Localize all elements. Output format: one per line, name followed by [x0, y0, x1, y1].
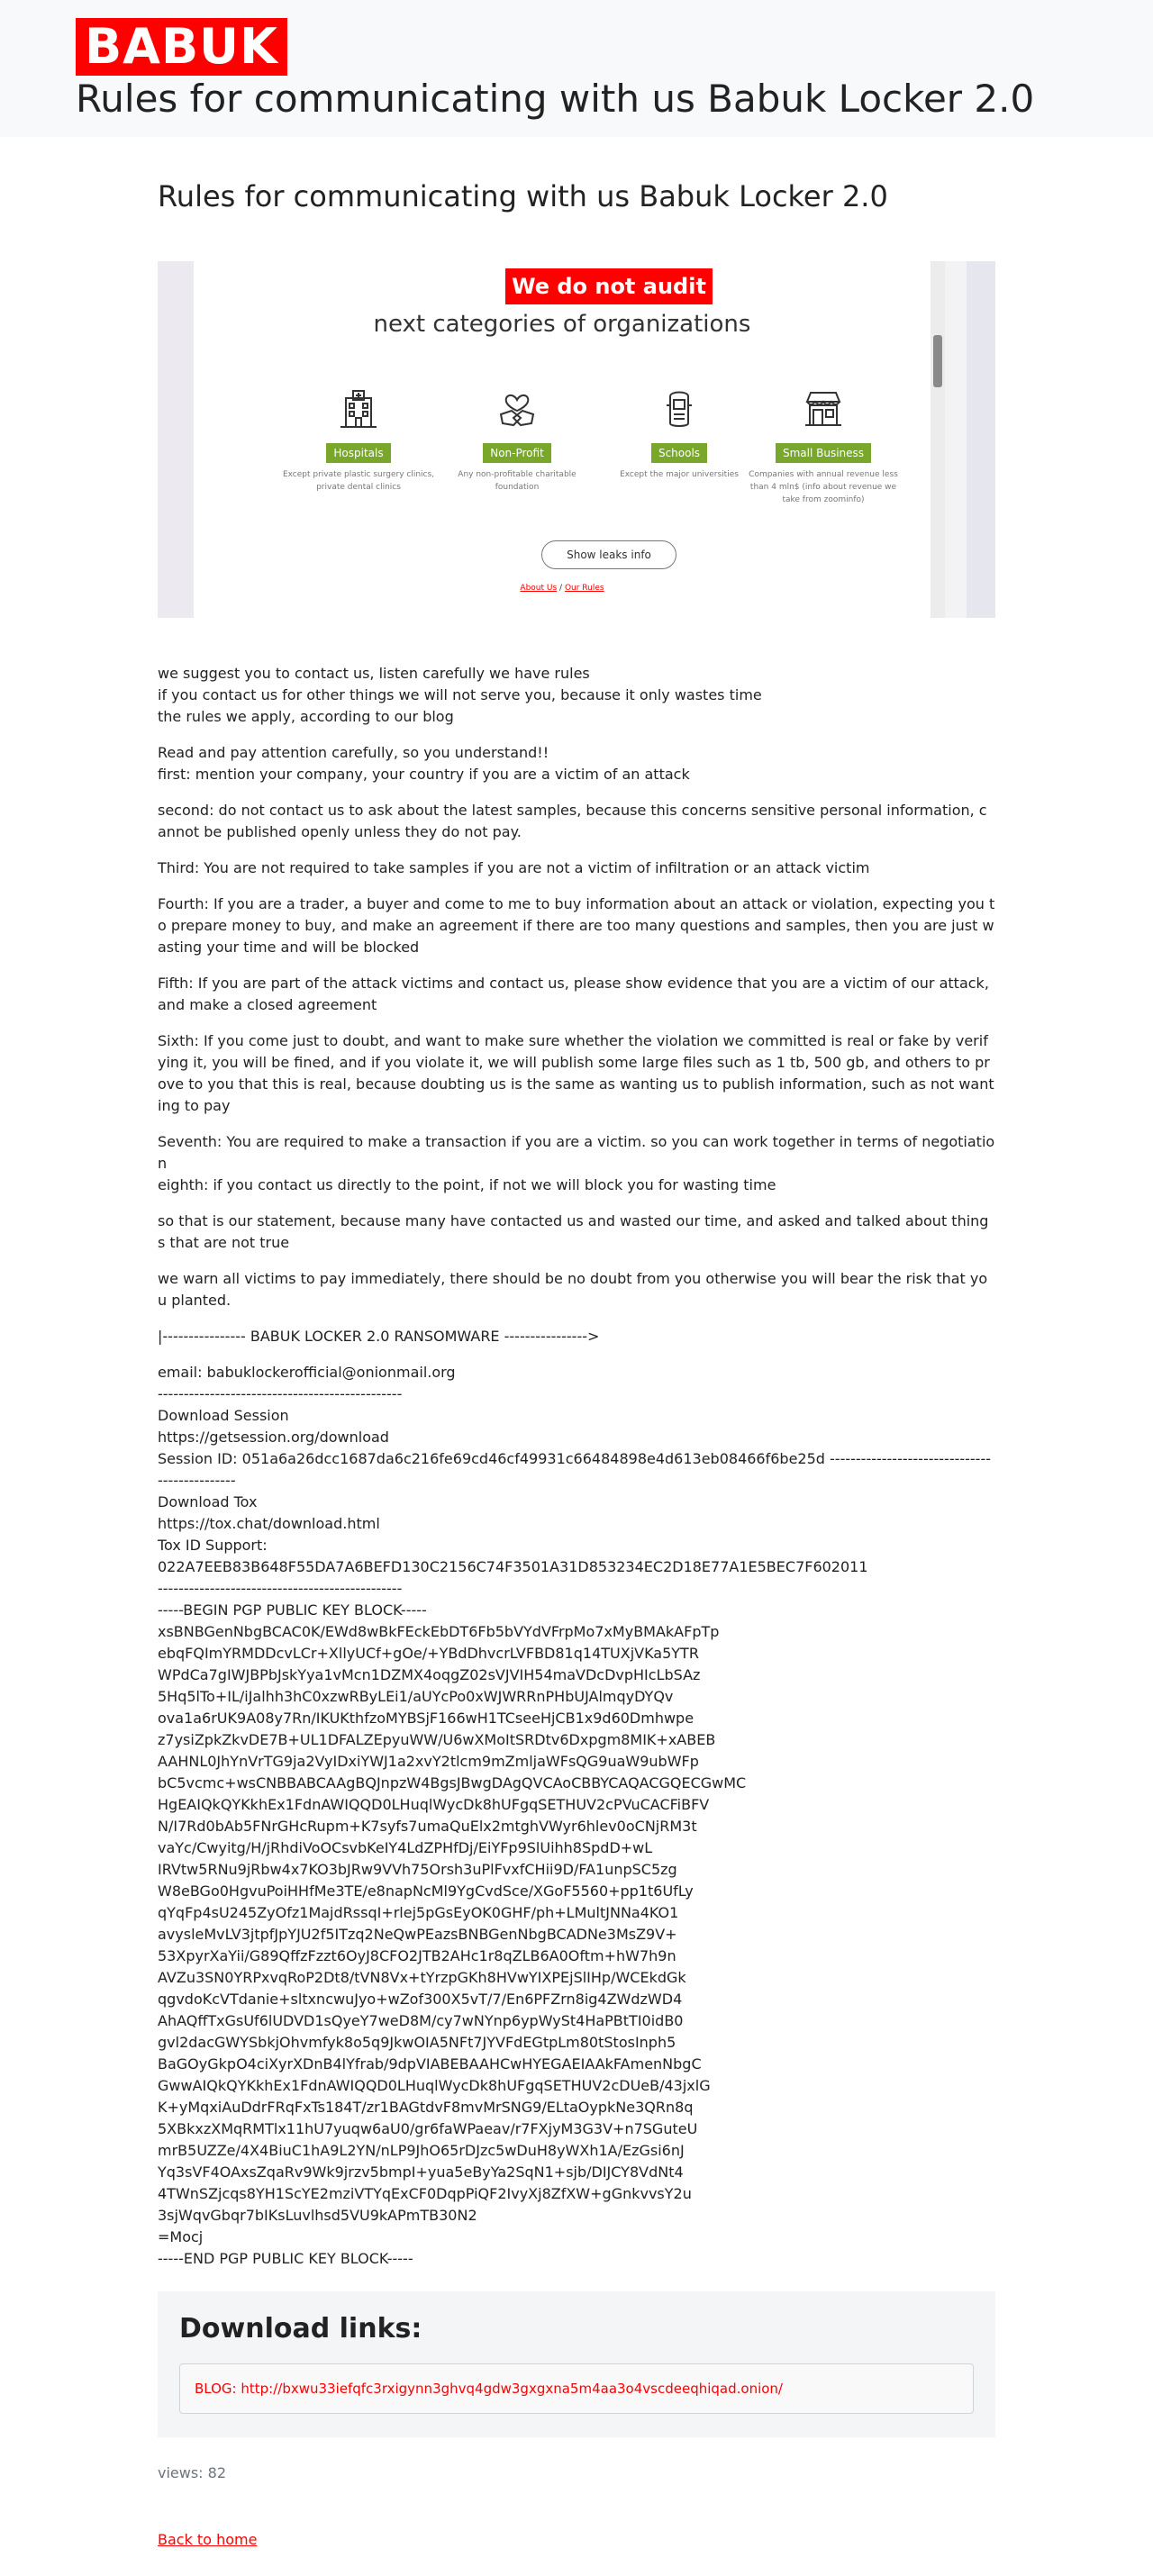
- paragraph: we warn all victims to pay immediately, there should be no doubt from you otherwise you will bear the risk that you planted.: [158, 1270, 988, 1309]
- our-rules-link[interactable]: Our Rules: [564, 584, 604, 593]
- site-title: Rules for communicating with us Babuk Locker 2.0: [76, 77, 1035, 121]
- banner-left-strip: [158, 261, 194, 618]
- back-to-home-link[interactable]: Back to home: [158, 2531, 258, 2548]
- post-title: Rules for communicating with us Babuk Locker 2.0: [158, 179, 888, 213]
- brand-logo[interactable]: BABUK: [76, 18, 287, 76]
- charity-icon: [495, 387, 539, 431]
- view-count: views: 82: [158, 2464, 227, 2481]
- category-label: Small Business: [776, 443, 871, 463]
- shop-icon: [802, 387, 845, 431]
- paragraph: so that is our statement, because many have contacted us and wasted our time, and asked and talked about things that are not true: [158, 1212, 989, 1251]
- banner-subheadline: next categories of organizations: [373, 311, 751, 338]
- post-body: [158, 663, 995, 2270]
- paragraph: Seventh: You are required to make a transaction if you are a victim. so you can work together in terms of negotiation eighth: if you contact us directly to the point, if not we will block you for wasting time: [158, 1133, 995, 1193]
- hospital-icon: [337, 387, 380, 431]
- paragraph: Sixth: If you come just to doubt, and want to make sure whether the violation we committed is real or fake by verifying it, you will be fined, and if you violate it, we will publish some large files such as 1 tb, 500 gb, and others to prove to you that this is real, because doubting us is the same as wanting us to publish information, such as not wanting to pay: [158, 1032, 994, 1114]
- category-desc: Except the major universities: [620, 470, 739, 479]
- download-title: Download links:: [179, 2313, 422, 2345]
- category-desc: Any non-profitable charitable foundation: [458, 470, 576, 492]
- banner-links: [194, 584, 931, 593]
- ransomware-separator: |---------------- BABUK LOCKER 2.0 RANSOMWARE ---------------->: [158, 1328, 600, 1345]
- paragraph: Read and pay attention carefully, so you understand!! first: mention your company, your country if you are a victim of an attack: [158, 744, 690, 783]
- category-hospitals: [282, 387, 435, 494]
- category-desc: Companies with annual revenue less than 4 mln$ (info about revenue we take from zoominfo): [749, 470, 898, 504]
- banner-right-strip: [967, 261, 995, 618]
- school-icon: [658, 387, 701, 431]
- category-label: Hospitals: [326, 443, 390, 463]
- category-non-profit: [440, 387, 594, 494]
- category-small-business: [747, 387, 900, 506]
- category-schools: [603, 387, 756, 481]
- category-label: Non-Profit: [483, 443, 551, 463]
- paragraph: second: do not contact us to ask about the latest samples, because this concerns sensitive personal information, cannot be published openly unless they do not pay.: [158, 802, 987, 840]
- main-content: [158, 137, 995, 2551]
- download-links-box: [158, 2291, 995, 2437]
- category-label: Schools: [651, 443, 707, 463]
- show-leaks-button[interactable]: Show leaks info: [541, 540, 676, 569]
- link-separator: /: [559, 584, 563, 593]
- paragraph: we suggest you to contact us, listen carefully we have rules if you contact us for other things we will not serve you, because it only wastes time the rules we apply, according to our blog: [158, 665, 762, 725]
- paragraph: Fifth: If you are part of the attack victims and contact us, please show evidence that you are a victim of our attack, and make a closed agreement: [158, 975, 989, 1013]
- banner-scrollbar[interactable]: [931, 261, 945, 618]
- banner-panel: [194, 261, 931, 618]
- category-desc: Except private plastic surgery clinics, private dental clinics: [282, 470, 435, 492]
- paragraph: Fourth: If you are a trader, a buyer and come to me to buy information about an attack or violation, expecting you to prepare money to buy, and make an agreement if there are too many questions and samples, then you are just wasting your time and will be blocked: [158, 895, 995, 956]
- site-header: [0, 0, 1153, 137]
- banner-scrollbar-thumb[interactable]: [933, 335, 942, 387]
- banner-image: [158, 261, 995, 618]
- contact-info-block: email: babuklockerofficial@onionmail.org ----------------------------------------------- Download Session https://getsession.org/download Session ID: 051a6a26dcc1687da6c216fe69cd46cf49931c66484898e4d613eb08466f6be25d ---------------------------------------------- Download Tox https://tox.chat/download.html Tox ID Support: 022A7EEB83B648F55DA7A6BEFD130C2156C74F3501A31D853234EC2D18E77A1E5BEC7F602011 ----------------------------------------------- -----BEGIN PGP PUBLIC KEY BLOCK----- xsBNBGenNbgBCAC0K/EWd8wBkFEckEbDT6Fb5bVYdVFrpMo7xMyBMAkAFpTp ebqFQImYRMDDcvLCr+XllyUCf+gOe/+YBdDhvcrLVFBD81q14TUXjVKa5YTR WPdCa7gIWJBPbJskYya1vMcn1DZMX4oqgZ02sVJVIH54maVDcDvpHIcLbSAz 5Hq5lTo+IL/iJalhh3hC0xzwRByLEi1/aUYcPo0xWJWRRnPHbUJAlmqyDYQv ova1a6rUK9A08y7Rn/IKUKthfzoMYBSjF166wH1TCseeHjCB1x9d60Dmhwpe z7ysiZpkZkvDE7B+UL1DFALZEpyuWW/U6wXMoItSRDtv6Dxpgm8MIK+xABEB AAHNL0JhYnVrTG9ja2VyIDxiYWJ1a2xvY2tlcm9mZmljaWFsQG9uaW9ubWFp bC5vcmc+wsCNBBABCAAgBQJnpzW4BgsJBwgDAgQVCAoCBBYCAQACGQECGwMC HgEAIQkQYKkhEx1FdnAWIQQD0LHuqlWycDk8hUFgqSETHUV2cPVuCACFiBFV N/I7Rd0bAb5FNrGHcRupm+K7syfs7umaQuElx2mtghVWyr6hlev0oCNjRM3t vaYc/Cwyitg/H/jRhdiVoOCsvbKeIY4LdZPHfDj/EiYFp9SlUihh8SpdD+wL IRVtw5RNu9jRbw4x7KO3bJRw9VVh75Orsh3uPlFvxfCHii9D/FA1unpSC5zg W8eBGo0HgvuPoiHHfMe3TE/e8napNcMl9YgCvdSce/XGoF5560+pp1t6UfLy qYqFp4sU245ZyOfz1MajdRssqI+rlej5pGsEyOK0GHF/ph+LMultJNNa4KO1 avysleMvLV3jtpfJpYJU2f5ITzq2NeQwPEazsBNBGenNbgBCADNe3MsZ9V+ 53XpyrXaYii/G89QffzFzzt6OyJ8CFO2JTB2AHc1r8qZLB6A0Oftm+hW7h9n AVZu3SN0YRPxvqRoP2Dt8/tVN8Vx+tYrzpGKh8HVwYIXPEjSlIHp/WCEkdGk qgvdoKcVTdanie+sltxncwuJyo+wZof300X5vT/7/En6PFZrn8ig4ZWdzWD4 AhAQffTxGsUf6lUDVD1sQyeY7weD8M/cy7wNYnp6ypWySt4HaPBtTI0idB0 gvl2dacGWYSbkjOhvmfyk8o5q9JkwOIA5NFt7JYVFdEGtpLm80tStosInph5 BaGOyGkpO4ciXyrXDnB4lYfrab/9dpVIABEBAAHCwHYEGAEIAAkFAmenNbgC GwwAIQkQYKkhEx1FdnAWIQQD0LHuqlWycDk8hUFgqSETHUV2cDUeB/43jxlG K+yMqxiAuDdrFRqFxTs184T/zr1BAGtdvF8mvMrSNG9/ELtaOypkNe3QRn8q 5XBkxzXMqRMTlx11hU7yuqw6aU0/gr6faWPaeav/r7FXjyM3G3V+n7SGuteU mrB5UZZe/4X4BiuC1hA9L2YN/nLP9JhO65rDJzc5wDuH8yWXh1A/EzGsi6nJ Yq3sVF4OAxsZqaRv9Wk9jrzv5bmpI+yua5eByYa2SqN1+sjb/DIJCY8VdNt4 4TWnSZjcqs8YH1ScYE2mziVTYqExCF0DqpPiQF2IvyXj8ZfXW+gGnkvvsY2u 3sjWqvGbqr7bIKsLuvlhsd5VU9kAPmTB30N2 =Mocj -----END PGP PUBLIC KEY BLOCK-----: [158, 1364, 991, 2267]
- blog-link[interactable]: BLOG: http://bxwu33iefqfc3rxigynn3ghvq4gdw3gxgxna5m4aa3o4vscdeeqhiqad.onion/: [179, 2363, 974, 2414]
- banner-headline: We do not audit: [505, 268, 713, 304]
- about-us-link[interactable]: About Us: [520, 584, 558, 593]
- paragraph: Third: You are not required to take samples if you are not a victim of infiltration or an attack victim: [158, 859, 870, 876]
